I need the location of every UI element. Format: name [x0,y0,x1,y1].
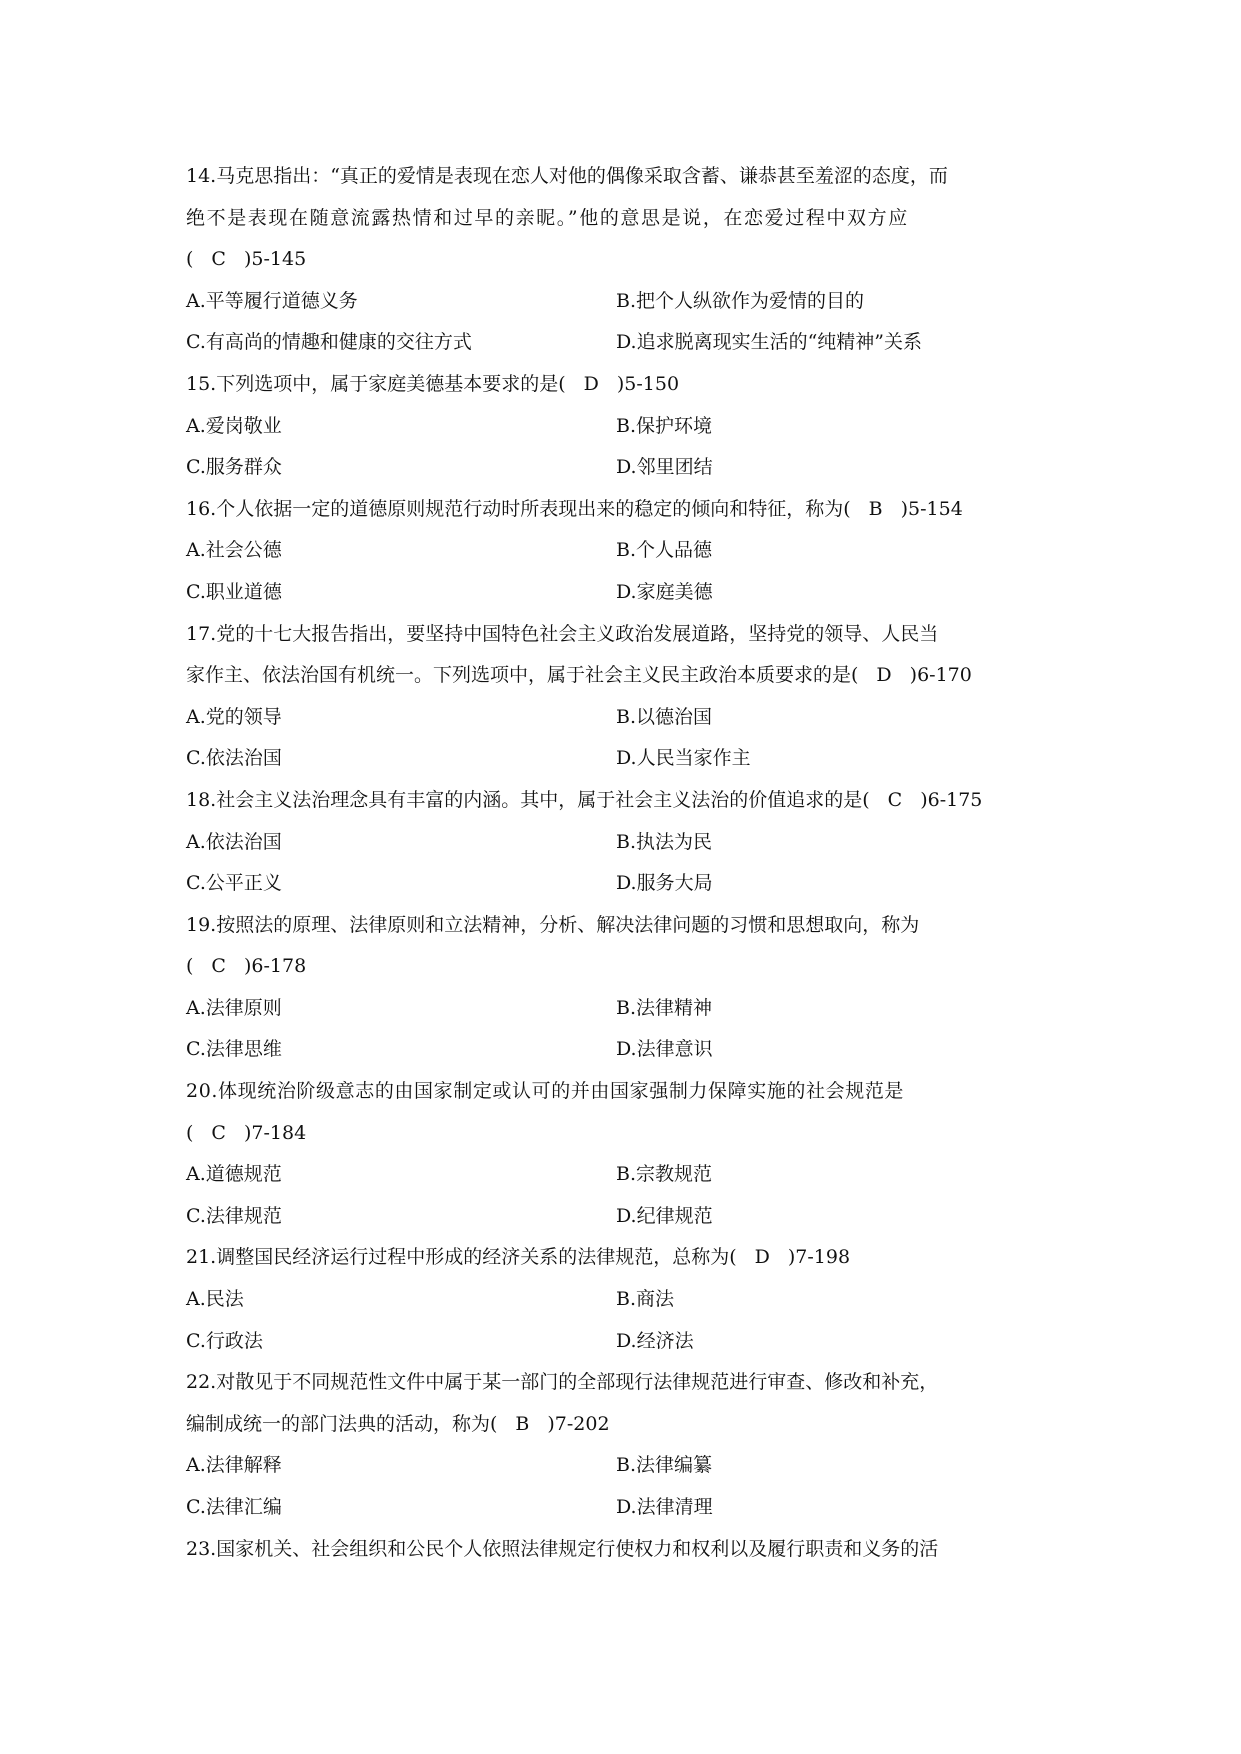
option-a: A.爱岗敬业 [186,414,282,437]
page-reference: )7-202 [547,1412,610,1435]
answer-letter: D [876,664,892,687]
answer-line [186,489,1086,531]
answer-letter: C [211,1121,226,1144]
question-text: 家作主、依法治国有机统一。下列选项中，属于社会主义民主政治本质要求的是( [186,664,859,687]
answer-letter: C [887,788,903,811]
answer-line [186,1237,1086,1279]
options-row [186,1154,1086,1196]
question-17 [186,614,1086,780]
answer-line [186,655,1086,697]
question-19 [186,905,1086,1071]
options-row [186,1445,1086,1487]
option-c: C.依法治国 [186,747,282,770]
options-row [186,822,1086,864]
answer-letter: C [211,955,226,978]
answer-line [186,780,1086,822]
option-d: D.追求脱离现实生活的“纯精神”关系 [616,331,923,354]
answer-letter: D [583,372,599,395]
option-c: C.公平正义 [186,872,282,895]
answer-letter: B [868,497,883,520]
question-text-line: 22.对散见于不同规范性文件中属于某一部门的全部现行法律规范进行审查、修改和补充， [186,1371,939,1394]
question-text: 15.下列选项中，属于家庭美德基本要求的是( [186,372,566,395]
option-a: A.平等履行道德义务 [186,289,358,312]
question-14 [186,156,1086,364]
option-a: A.法律原则 [186,996,282,1019]
answer-letter: D [754,1246,770,1269]
answer-prefix: ( [186,248,194,271]
option-d: D.法律意识 [616,1038,713,1061]
option-b: B.个人品德 [616,539,713,562]
option-a: A.法律解释 [186,1454,282,1477]
option-b: B.执法为民 [616,830,713,853]
option-d: D.纪律规范 [616,1204,713,1227]
question-22 [186,1362,1086,1528]
question-text-line: 绝不是表现在随意流露热情和过早的亲昵。”他的意思是说，在恋爱过程中双方应 [186,206,909,229]
question-23-text: 23.国家机关、社会组织和公民个人依照法律规定行使权力和权利以及履行职责和义务的活 [186,1537,939,1560]
option-b: B.商法 [616,1288,675,1311]
option-c: C.有高尚的情趣和健康的交往方式 [186,331,472,354]
options-row [186,1279,1086,1321]
question-text-line: 19.按照法的原理、法律原则和立法精神，分析、解决法律问题的习惯和思想取向，称为 [186,913,920,936]
options-row [186,988,1086,1030]
option-c: C.职业道德 [186,580,282,603]
options-row [186,530,1086,572]
question-21 [186,1237,1086,1362]
answer-line [186,946,1086,988]
options-row [186,447,1086,489]
option-d: D.经济法 [616,1329,694,1352]
option-d: D.人民当家作主 [616,747,751,770]
option-c: C.行政法 [186,1329,263,1352]
question-text-line: 20.体现统治阶级意志的由国家制定或认可的并由国家强制力保障实施的社会规范是 [186,1080,905,1103]
options-row [186,572,1086,614]
options-row [186,738,1086,780]
options-row [186,863,1086,905]
question-list [186,156,1086,1570]
question-15 [186,364,1086,489]
option-b: B.以德治国 [616,705,713,728]
options-row [186,1487,1086,1529]
answer-letter: C [211,248,226,271]
question-text-line: 14.马克思指出：“真正的爱情是表现在恋人对他的偶像采取含蓄、谦恭甚至羞涩的态度，而 [186,165,948,187]
page-reference: )7-184 [243,1121,307,1144]
option-a: A.道德规范 [186,1163,282,1186]
question-text-line: 17.党的十七大报告指出，要坚持中国特色社会主义政治发展道路，坚持党的领导、人民当 [186,622,939,645]
option-b: B.把个人纵欲作为爱情的目的 [616,289,865,312]
options-row [186,1321,1086,1363]
question-20 [186,1071,1086,1237]
options-row [186,697,1086,739]
answer-prefix: ( [186,1121,194,1144]
option-b: B.宗教规范 [616,1163,713,1186]
question-text: 16.个人依据一定的道德原则规范行动时所表现出来的稳定的倾向和特征，称为( [186,497,851,520]
option-a: A.依法治国 [186,830,282,853]
question-18 [186,780,1086,905]
answer-line [186,1113,1086,1155]
answer-line [186,239,1086,281]
option-d: D.法律清理 [616,1496,713,1518]
question-text: 18.社会主义法治理念具有丰富的内涵。其中，属于社会主义法治的价值追求的是( [186,788,870,811]
option-d: D.服务大局 [616,872,713,895]
options-row [186,281,1086,323]
option-c: C.法律思维 [186,1038,282,1061]
page-reference: )5-150 [616,372,680,395]
question-text: 编制成统一的部门法典的活动，称为( [186,1412,498,1435]
question-text: 21.调整国民经济运行过程中形成的经济关系的法律规范，总称为( [186,1246,737,1269]
options-row [186,322,1086,364]
question-16 [186,489,1086,614]
option-c: C.法律汇编 [186,1496,282,1518]
page-reference: )5-145 [243,248,307,271]
answer-letter: B [515,1412,530,1435]
answer-line [186,1404,1086,1446]
option-a: A.社会公德 [186,539,282,562]
options-row [186,406,1086,448]
option-c: C.服务群众 [186,456,282,479]
options-row [186,1029,1086,1071]
page-reference: )7-198 [787,1246,851,1269]
page-reference: )6-170 [909,664,972,687]
option-a: A.民法 [186,1288,244,1311]
option-d: D.邻里团结 [616,456,713,479]
option-b: B.法律精神 [616,996,713,1019]
option-c: C.法律规范 [186,1204,282,1227]
page-reference: )6-175 [920,788,983,811]
answer-prefix: ( [186,955,194,978]
page-reference: )6-178 [243,955,307,978]
answer-line [186,364,1086,406]
option-d: D.家庭美德 [616,580,713,603]
option-b: B.法律编纂 [616,1454,713,1477]
page-reference: )5-154 [900,497,963,520]
option-b: B.保护环境 [616,414,713,437]
option-a: A.党的领导 [186,705,282,728]
options-row [186,1196,1086,1238]
